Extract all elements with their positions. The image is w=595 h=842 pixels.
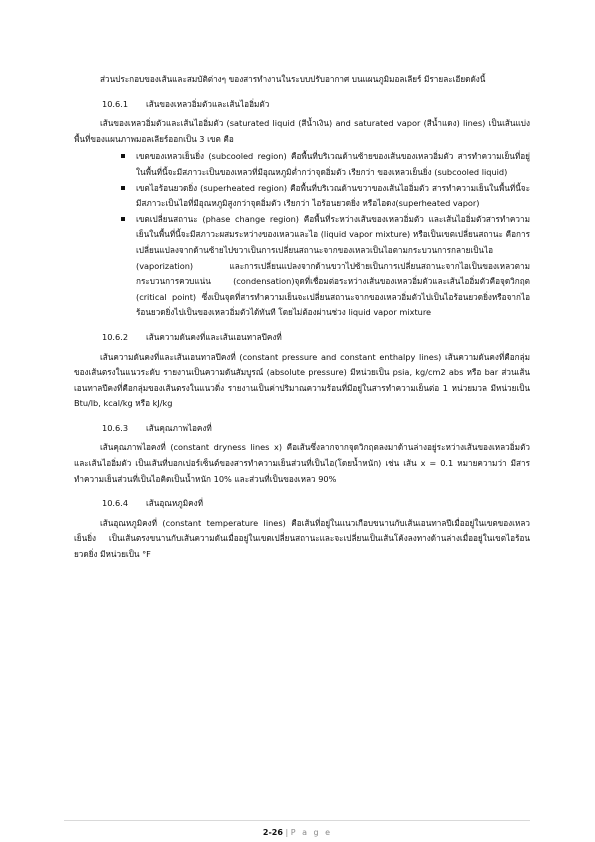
section-number: 10.6.3 xyxy=(102,422,129,433)
section-paragraph: เส้นอุณหภูมิคงที่ (constant temperature lines) คือเส้นที่อยู่ในแนวเกือบขนานกับเส้นเอนทาลปีเมื่ออยู่ในเขตของเหลวเย็นยิ่ง เป็นเส้นตรงขนานกับเส้นความดันเมื่ออยู่ในเขตเปลี่ยนสถานะและจะเปลี่ยนเป็นเส้นโค้งลงทางด้านล่างเมื่ออยู่ในเขตไอร้อนยวดยิ่ง มีหน่วยเป็น °F xyxy=(74,517,530,560)
section-title: เส้นคุณภาพไอคงที่ xyxy=(146,422,212,433)
section-number: 10.6.1 xyxy=(102,98,129,109)
footer-separator: | xyxy=(285,828,289,837)
section-title: เส้นของเหลวอิ่มตัวและเส้นไออิ่มตัว xyxy=(146,98,270,109)
bullet-text: เขตของเหลวเย็นยิ่ง (subcooled region) คือพื้นที่บริเวณด้านซ้ายของเส้นของเหลวอิ่มตัว สารทำความเย็นที่อยู่ในพื้นที่นี้จะมีสภาวะเป็นของเหลวที่มีอุณหภูมิต่ำกว่าจุดอิ่มตัว เรียกว่า ของเหลวเย็นยิ่ง (subcooled liquid) xyxy=(136,151,530,177)
section-10-6-4 xyxy=(74,496,530,562)
bullet-text: เขตเปลี่ยนสถานะ (phase change region) คือพื้นที่ระหว่างเส้นของเหลวอิ่มตัว และเส้นไออิ่มตัวสารทำความเย็นในพื้นที่นี้จะมีสภาวะผสมระหว่างของเหลวและไอ (liquid vapor mixture) หรือเป็นเขตเปลี่ยนสถานะ คือการเปลี่ยนแปลงจากด้านซ้ายไปขวาเป็นการเปลี่ยนสถานะจากของเหลวเป็นไอตามกระบวนการกลายเป็นไอ (vaporization) และการเปลี่ยนแปลงจากด้านขวาไปซ้ายเป็นการเปลี่ยนสถานะจากไอเป็นของเหลวตามกระบวนการควบแน่น (condensation)จุดที่เชื่อมต่อระหว่างเส้นของเหลวอิ่มตัวและเส้นไออิ่มตัวคือจุดวิกฤต (critical point) ซึ่งเป็นจุดที่สารทำความเย็นจะเปลี่ยนสถานะจากของเหลวอิ่มตัวไปเป็นไอร้อนยวดยิ่งหรือจากไอร้อนยวดยิ่งไปเป็นของเหลวอิ่มตัวได้ทันที โดยไม่ต้องผ่านช่วง liquid vapor mixture xyxy=(136,213,530,318)
section-10-6-2 xyxy=(74,330,530,412)
intro-paragraph: ส่วนประกอบของเส้นและสมบัติต่างๆ ของสารทำงานในระบบปรับอากาศ บนแผนภูมิมอลเลียร์ มีรายละเอียดดังนี้ xyxy=(100,74,486,84)
page-footer xyxy=(0,828,595,838)
section-heading xyxy=(102,496,530,512)
page-label: P a g e xyxy=(290,828,333,837)
footer-divider xyxy=(64,820,530,821)
section-10-6-1 xyxy=(74,97,530,321)
section-title: เส้นอุณหภูมิคงที่ xyxy=(146,498,203,509)
page-number: 2-26 xyxy=(262,828,283,837)
section-paragraph: เส้นความดันคงที่และเส้นเอนทาลปีคงที่ (constant pressure and constant enthalpy lines) เส้นความดันคงที่คือกลุ่มของเส้นตรงในแนวระดับ รายงานเป็นความดันสัมบูรณ์ (absolute pressure) มีหน่วยเป็น psia, kg/cm2 abs หรือ bar ส่วนเส้นเอนทาลปีคงที่คือกลุ่มของเส้นตรงในแนวดิ่ง รายงานเป็นค่าปริมาณความร้อนที่มีอยู่ในสารทำความเย็นต่อ 1 หน่วยมวล มีหน่วยเป็น Btu/lb, kcal/kg หรือ kJ/kg xyxy=(74,351,530,409)
bullet-item xyxy=(74,212,530,321)
bullet-item xyxy=(74,181,530,212)
page-content xyxy=(74,72,530,563)
square-bullet-icon xyxy=(121,154,125,158)
square-bullet-icon xyxy=(121,186,125,190)
section-heading xyxy=(102,330,530,346)
section-heading xyxy=(102,97,530,113)
section-number: 10.6.4 xyxy=(102,498,129,509)
section-title: เส้นความดันคงที่และเส้นเอนทาลปีคงที่ xyxy=(146,331,282,342)
bullet-item xyxy=(74,149,530,180)
section-number: 10.6.2 xyxy=(102,331,129,342)
bullet-list xyxy=(74,149,530,321)
section-heading xyxy=(102,421,530,437)
section-paragraph: เส้นคุณภาพไอคงที่ (constant dryness lines x) คือเส้นซึ่งลากจากจุดวิกฤตลงมาด้านล่างอยู่ระหว่างเส้นของเหลวอิ่มตัวและเส้นไออิ่มตัว เป็นเส้นที่บอกเปอร์เซ็นต์ของสารทำความเย็นส่วนที่เป็นไอ(โดยน้ำหนัก) เช่น เส้น x = 0.1 หมายความว่า มีสารทำความเย็นส่วนที่เป็นไอคิดเป็นน้ำหนัก 10% และส่วนที่เป็นของเหลว 90% xyxy=(74,442,530,484)
square-bullet-icon xyxy=(121,217,125,221)
section-10-6-3 xyxy=(74,421,530,487)
bullet-text: เขตไอร้อนยวดยิ่ง (superheated region) คือพื้นที่บริเวณด้านขวาของเส้นไออิ่มตัว สารทำความเย็นในพื้นที่นี้จะมีสภาวะเป็นไอที่มีอุณหภูมิสูงกว่าจุดอิ่มตัว เรียกว่า ไอร้อนยวดยิ่ง หรือไอดง(superheated vapor) xyxy=(136,182,530,209)
section-paragraph: เส้นของเหลวอิ่มตัวและเส้นไออิ่มตัว (saturated liquid (สีน้ำเงิน) and saturated vapor (สีน้ำแดง) lines) เป็นเส้นแบ่งพื้นที่ของแผนภาพมอลเลียร์ออกเป็น 3 เขต คือ xyxy=(74,118,530,144)
